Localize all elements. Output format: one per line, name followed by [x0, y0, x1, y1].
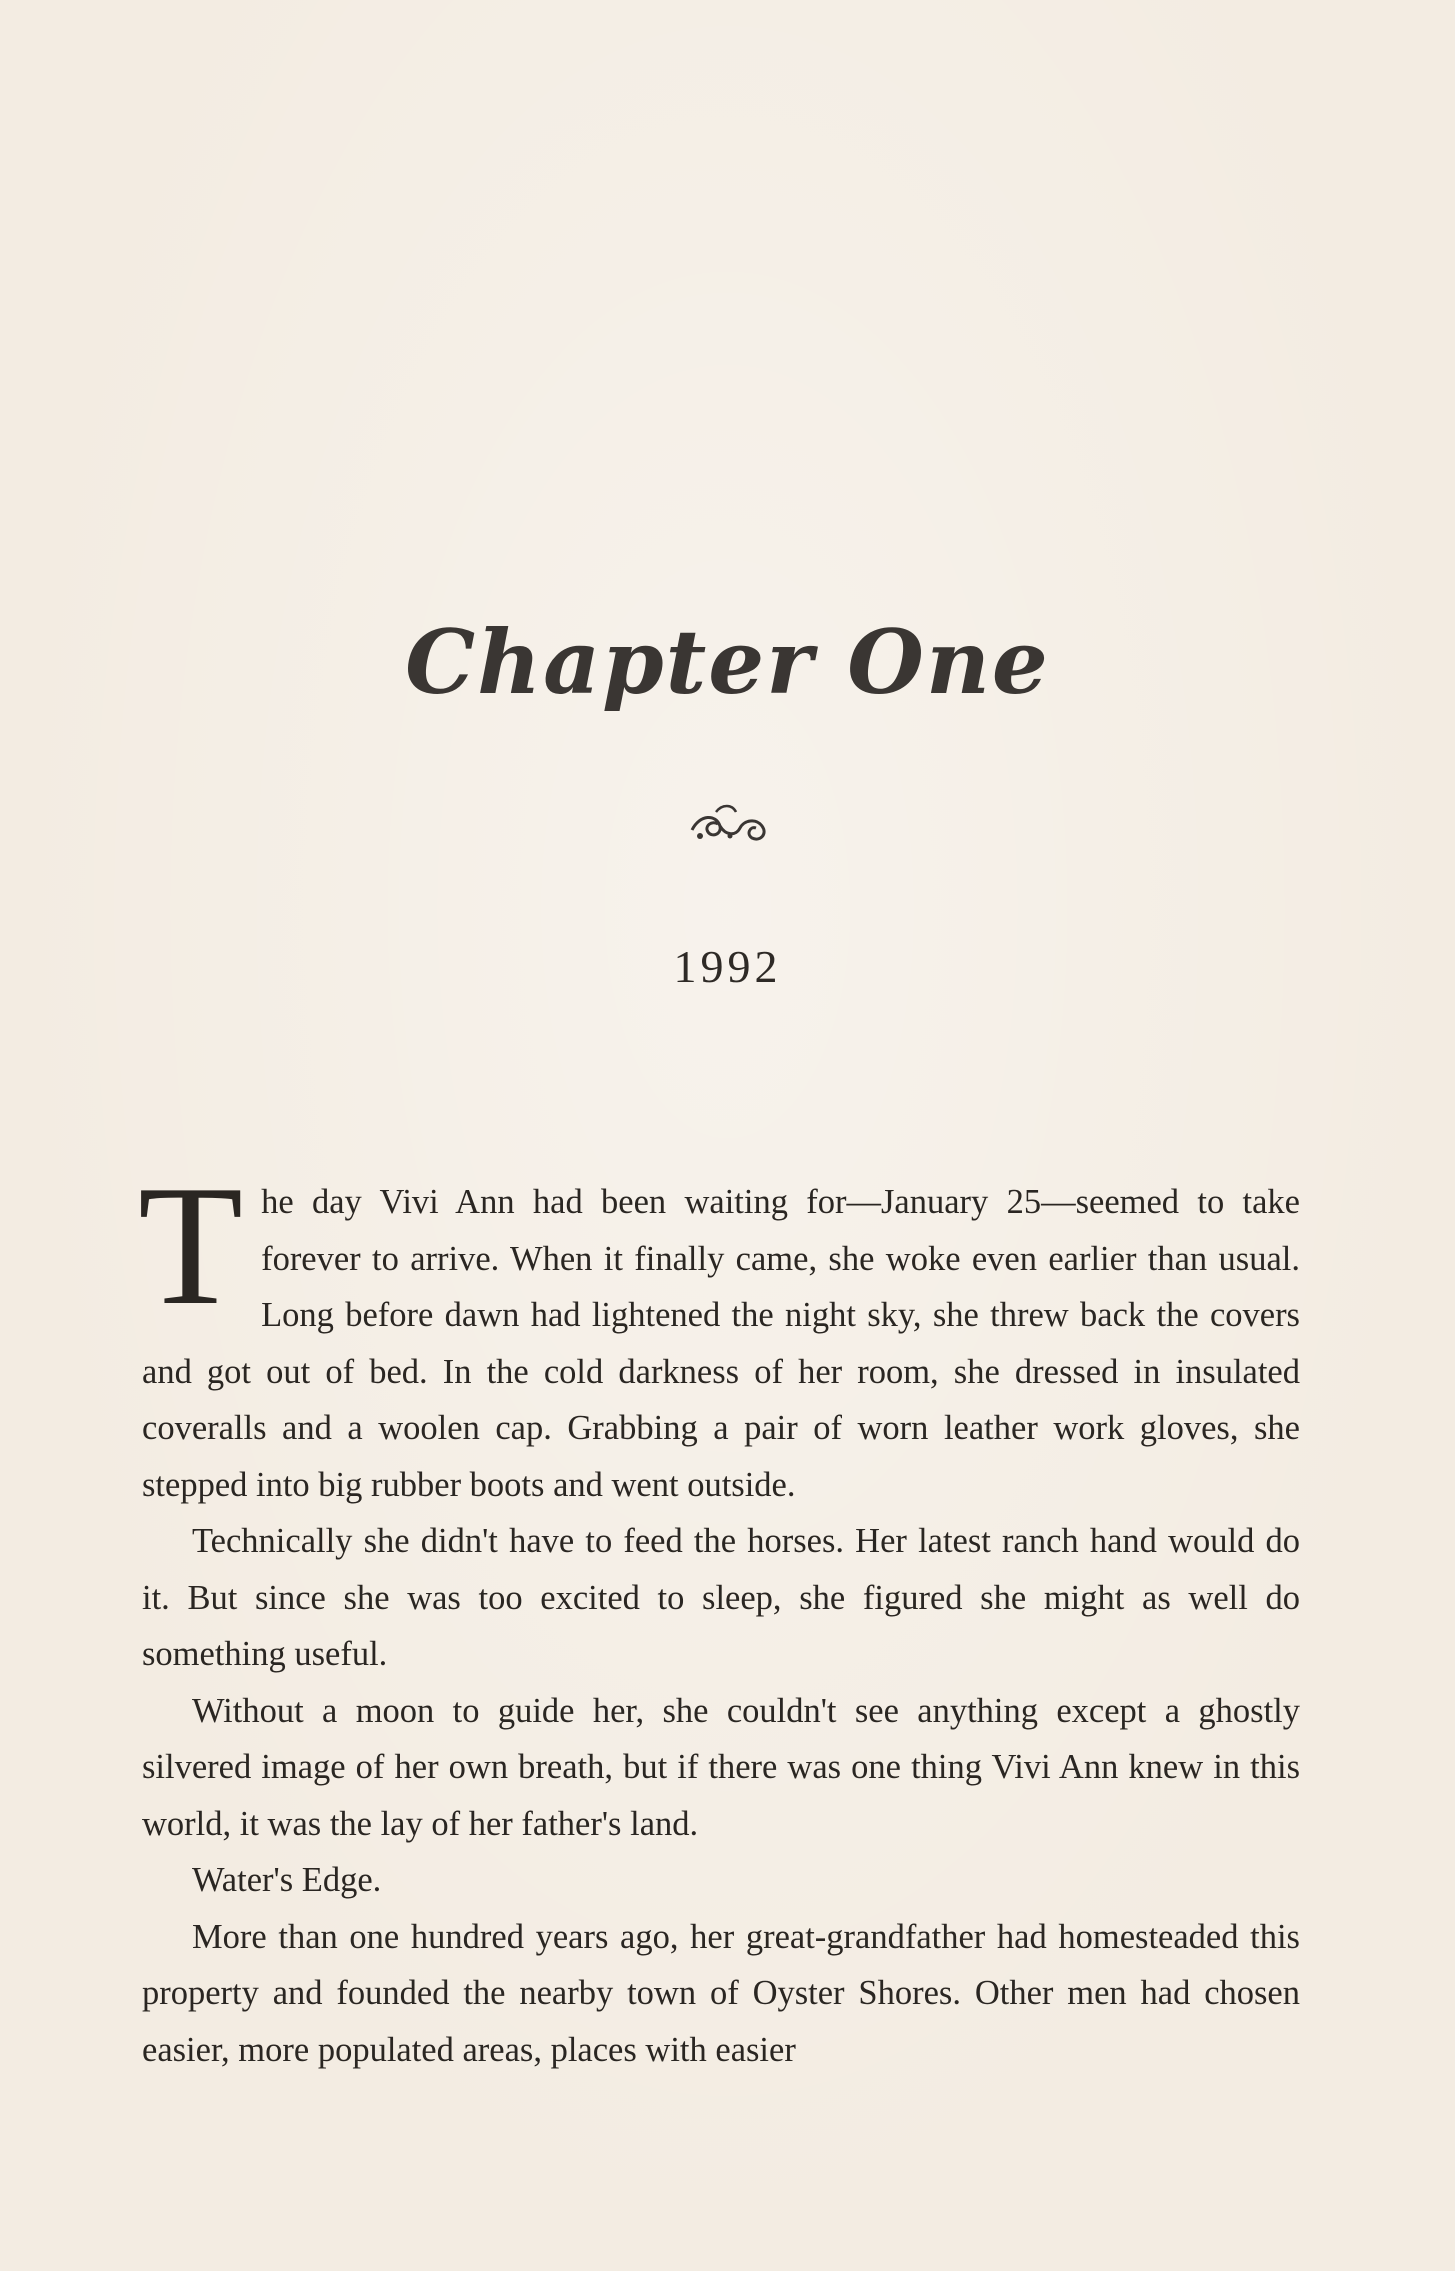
chapter-year: 1992 — [673, 941, 782, 992]
paragraph — [138, 1151, 1300, 1513]
paragraph-text: he day Vivi Ann had been waiting for—January 25—seemed to take forever to arrive. When it finally came, she woke even earlier than usual. Long before dawn had lightened the night sky, she threw back the covers and got out of bed. In the cold darkness of her room, she dressed in insulated coveralls and a woolen cap. Grabbing a pair of worn leather work gloves, she stepped into big rubber boots and went outside. — [142, 1183, 1300, 1504]
chapter-body — [138, 1151, 1300, 2078]
fleuron-ornament-icon — [0, 800, 1455, 849]
paragraph: Water's Edge. — [192, 1861, 382, 1899]
drop-cap: T — [138, 1151, 244, 1341]
paragraph: Without a moon to guide her, she couldn't see anything except a ghostly silvered image of her own breath, but if there was one thing Vivi Ann knew in this world, it was the lay of her father's land. — [142, 1691, 1300, 1843]
paragraph: More than one hundred years ago, her great-grandfather had homesteaded this property and founded the nearby town of Oyster Shores. Other men had chosen easier, more populated areas, places with easier — [142, 1917, 1300, 2069]
chapter-title: Chapter One — [405, 610, 1050, 714]
paragraph: Technically she didn't have to feed the horses. Her latest ranch hand would do it. But since she was too excited to sleep, she figured she might as well do something useful. — [142, 1522, 1300, 1673]
